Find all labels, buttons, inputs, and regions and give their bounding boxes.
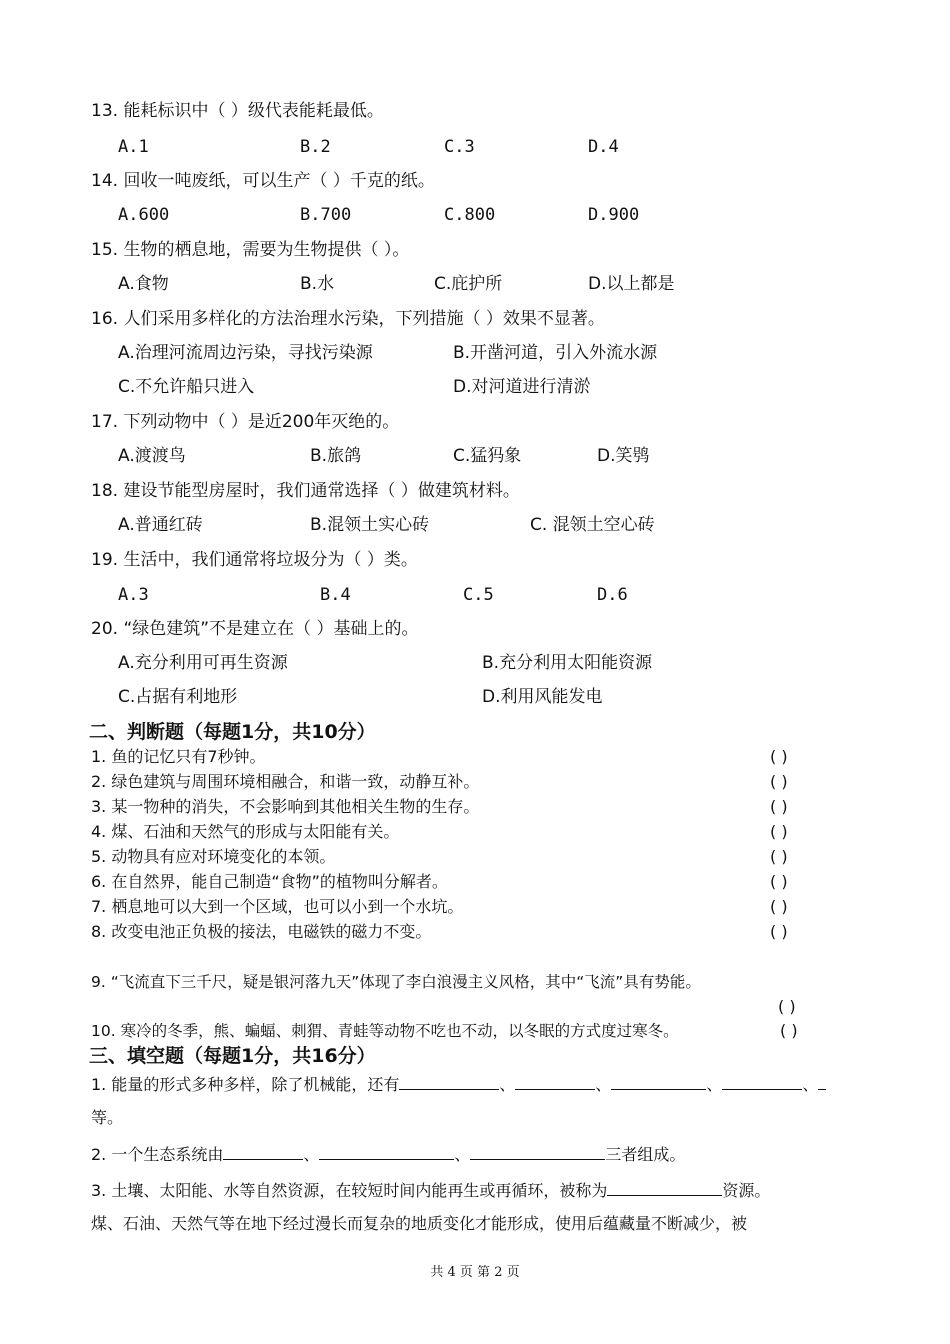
q13-option-b: B.2 — [300, 137, 331, 157]
question-18-stem: 18. 建设节能型房屋时，我们通常选择（ ）做建筑材料。 — [91, 481, 520, 501]
fill-q2-blank-3[interactable] — [470, 1143, 605, 1160]
question-14-stem: 14. 回收一吨废纸，可以生产（ ）千克的纸。 — [91, 171, 435, 191]
fill-q3-suffix: 资源。 — [722, 1181, 771, 1200]
q18-option-b: B.混领土实心砖 — [310, 515, 430, 535]
q13-option-a: A.1 — [118, 137, 149, 157]
fill-q3-blank-1[interactable] — [607, 1179, 722, 1196]
fill-q2-prefix: 2. 一个生态系统由 — [91, 1145, 224, 1164]
question-15-stem: 15. 生物的栖息地，需要为生物提供（ ）。 — [91, 240, 410, 260]
judge-item-6: 6. 在自然界，能自己制造“食物”的植物叫分解者。 — [91, 872, 448, 891]
q20-option-d: D.利用风能发电 — [482, 687, 603, 707]
question-19-stem: 19. 生活中，我们通常将垃圾分为（ ）类。 — [91, 550, 418, 570]
q19-option-d: D.6 — [597, 585, 628, 605]
judge-answer-4[interactable]: ( ) — [770, 822, 788, 841]
q15-option-d: D.以上都是 — [588, 274, 675, 294]
judge-answer-8[interactable]: ( ) — [770, 922, 788, 941]
q19-option-c: C.5 — [463, 585, 494, 605]
q17-option-d: D.笑鸮 — [597, 446, 650, 466]
q17-option-a: A.渡渡鸟 — [118, 446, 186, 466]
q20-option-b: B.充分利用太阳能资源 — [482, 653, 653, 673]
judge-answer-5[interactable]: ( ) — [770, 847, 788, 866]
fill-q1-prefix: 1. 能量的形式多种多样，除了机械能，还有 — [91, 1075, 400, 1094]
fill-q2-blank-2[interactable] — [319, 1143, 454, 1160]
question-20-stem: 20. “绿色建筑”不是建立在（ ）基础上的。 — [91, 619, 419, 639]
q20-option-a: A.充分利用可再生资源 — [118, 653, 288, 673]
judge-item-10: 10. 寒冷的冬季，熊、蝙蝠、刺猬、青蛙等动物不吃也不动，以冬眠的方式度过寒冬。 — [91, 1022, 679, 1040]
judge-answer-3[interactable]: ( ) — [770, 797, 788, 816]
q20-option-c: C.占据有利地形 — [118, 687, 238, 707]
fill-question-1: 1. 能量的形式多种多样，除了机械能，还有 、 、 、 、 — [91, 1073, 826, 1095]
fill-q1-continuation: 等。 — [91, 1108, 124, 1127]
judge-item-9: 9. “飞流直下三千尺，疑是银河落九天”体现了李白浪漫主义风格，其中“飞流”具有势能。 — [91, 973, 701, 991]
q16-option-b: B.开凿河道，引入外流水源 — [453, 343, 658, 363]
fill-q1-blank-1[interactable] — [399, 1073, 499, 1090]
fill-question-3 — [91, 1179, 770, 1201]
judge-item-2: 2. 绿色建筑与周围环境相融合，和谐一致，动静互补。 — [91, 772, 480, 791]
q19-option-a: A.3 — [118, 585, 149, 605]
judge-answer-1[interactable]: ( ) — [770, 747, 788, 766]
q14-option-b: B.700 — [300, 205, 352, 225]
judge-item-5: 5. 动物具有应对环境变化的本领。 — [91, 847, 336, 866]
q13-option-d: D.4 — [588, 137, 619, 157]
section-2-title: 二、判断题（每题1分，共10分） — [89, 721, 376, 743]
q15-option-a: A.食物 — [118, 274, 169, 294]
q17-option-b: B.旅鸽 — [310, 446, 362, 466]
judge-item-8: 8. 改变电池正负极的接法，电磁铁的磁力不变。 — [91, 922, 432, 941]
q15-option-b: B.水 — [300, 274, 335, 294]
fill-q1-blank-4[interactable] — [722, 1073, 802, 1090]
q16-option-a: A.治理河流周边污染，寻找污染源 — [118, 343, 373, 363]
question-13-stem: 13. 能耗标识中（ ）级代表能耗最低。 — [91, 101, 384, 121]
judge-item-4: 4. 煤、石油和天然气的形成与太阳能有关。 — [91, 822, 400, 841]
fill-question-2: 2. 一个生态系统由 、 、 三者组成。 — [91, 1145, 686, 1164]
question-17-stem: 17. 下列动物中（ ）是近200年灭绝的。 — [91, 412, 400, 432]
fill-q1-blank-2[interactable] — [515, 1073, 595, 1090]
judge-answer-7[interactable]: ( ) — [770, 897, 788, 916]
judge-answer-6[interactable]: ( ) — [770, 872, 788, 891]
fill-q1-blank-5[interactable] — [818, 1073, 826, 1090]
page-footer: 共 4 页 第 2 页 — [430, 1265, 520, 1280]
fill-q2-suffix: 三者组成。 — [605, 1145, 686, 1164]
q18-option-c: C. 混领土空心砖 — [530, 515, 655, 535]
fill-q3-prefix: 3. 土壤、太阳能、水等自然资源，在较短时间内能再生或再循环，被称为 — [91, 1181, 608, 1200]
q16-option-c: C.不允许船只进入 — [118, 377, 255, 397]
q14-option-a: A.600 — [118, 205, 170, 225]
section-3-title: 三、填空题（每题1分，共16分） — [89, 1045, 376, 1067]
fill-q2-blank-1[interactable] — [223, 1143, 303, 1160]
q19-option-b: B.4 — [320, 585, 351, 605]
q17-option-c: C.猛犸象 — [453, 446, 522, 466]
q14-option-d: D.900 — [588, 205, 640, 225]
fill-q3-line-2: 煤、石油、天然气等在地下经过漫长而复杂的地质变化才能形成，使用后蕴藏量不断减少，被 — [91, 1214, 748, 1233]
q13-option-c: C.3 — [444, 137, 475, 157]
judge-answer-9[interactable]: ( ) — [778, 997, 796, 1016]
q15-option-c: C.庇护所 — [434, 274, 503, 294]
q16-option-d: D.对河道进行清淤 — [453, 377, 591, 397]
question-16-stem: 16. 人们采用多样化的方法治理水污染，下列措施（ ）效果不显著。 — [91, 309, 605, 329]
judge-answer-10[interactable]: ( ) — [780, 1021, 798, 1040]
judge-item-7: 7. 栖息地可以大到一个区域，也可以小到一个水坑。 — [91, 897, 464, 916]
judge-item-3: 3. 某一物种的消失，不会影响到其他相关生物的生存。 — [91, 797, 480, 816]
q14-option-c: C.800 — [444, 205, 496, 225]
fill-q1-blank-3[interactable] — [611, 1073, 706, 1090]
judge-answer-2[interactable]: ( ) — [770, 772, 788, 791]
q18-option-a: A.普通红砖 — [118, 515, 203, 535]
judge-item-1: 1. 鱼的记忆只有7秒钟。 — [91, 747, 266, 766]
